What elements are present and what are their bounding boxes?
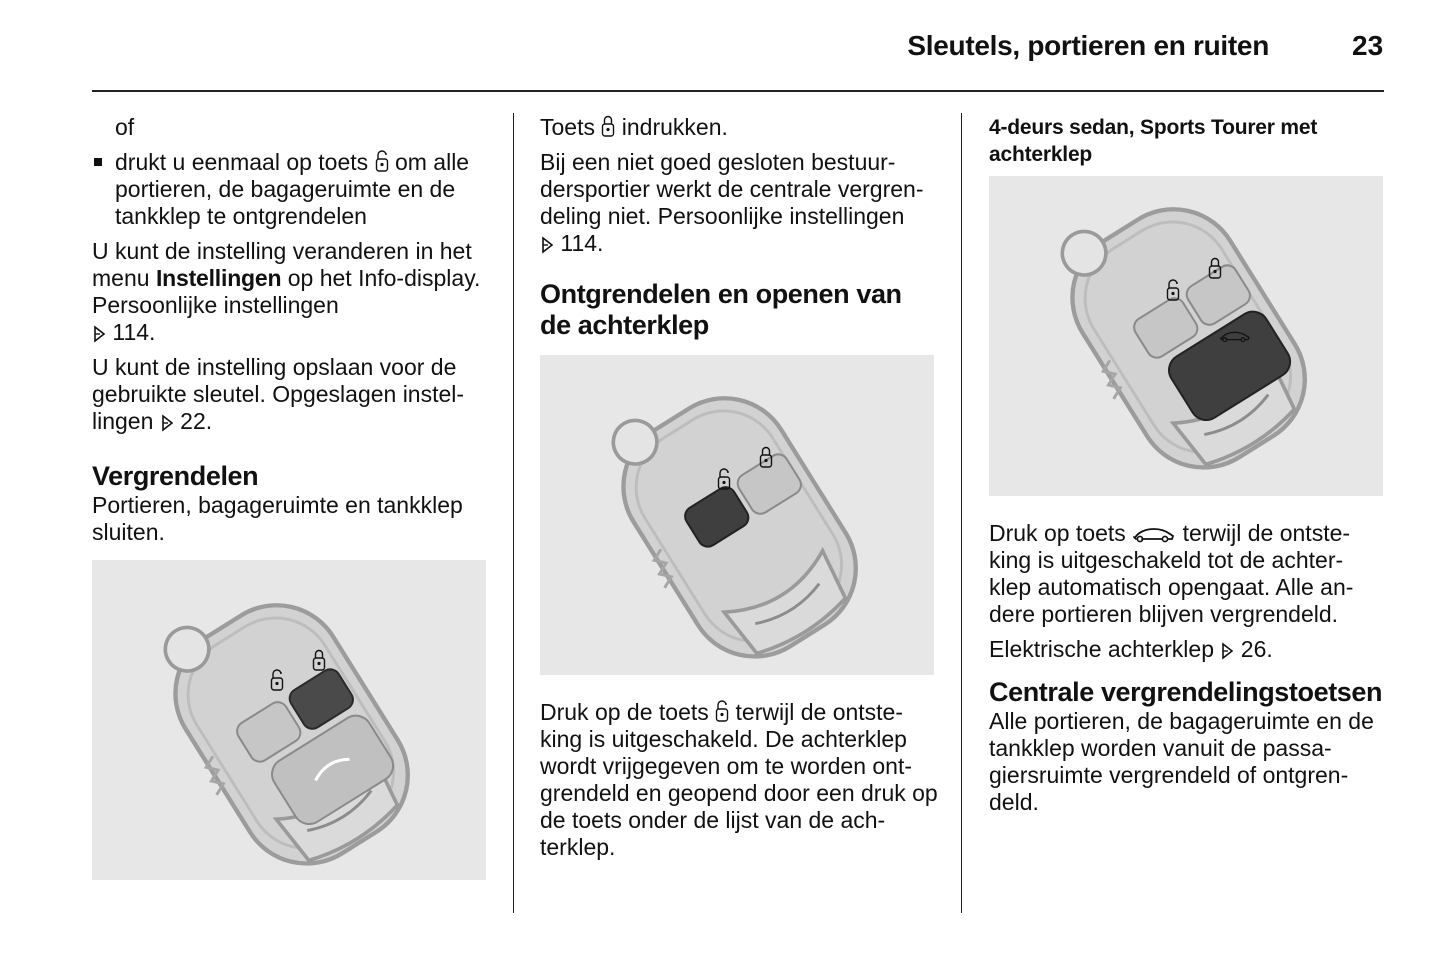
settings-paragraph: [92, 238, 492, 346]
driver-door-paragraph: [540, 149, 938, 257]
heading-centrale-vergrendelingstoetsen: Centrale vergrendelingstoetsen: [989, 677, 1383, 707]
save-setting-text: U kunt de instelling opslaan voor de gebruikte sleutel. Opgeslagen instel-lingen: [92, 354, 465, 434]
page-reference-icon: [1220, 642, 1234, 660]
column-divider-2: [961, 113, 962, 913]
subheading-sedan-sports-tourer: 4-deurs sedan, Sports Tourer met achterklep: [989, 116, 1318, 166]
column-divider-1: [513, 113, 514, 913]
driver-door-text: Bij een niet goed gesloten bestuur-dersportier werkt de centrale vergren-deling niet. Persoonlijke instellingen: [540, 149, 924, 229]
electric-trunk-paragraph: [989, 636, 1385, 663]
bullet-square: [94, 158, 102, 166]
key-fob-illustration-trunk: [989, 176, 1383, 496]
trunk-unlock-paragraph: [540, 699, 938, 861]
lock-icon: [601, 114, 615, 138]
page-reference[interactable]: 26.: [1240, 636, 1273, 662]
press-text: Toets: [540, 114, 595, 140]
press-button-paragraph: [540, 114, 938, 141]
electric-trunk-text: Elektrische achterklep: [989, 636, 1214, 662]
page-reference-icon: [160, 414, 174, 432]
save-setting-paragraph: [92, 354, 492, 435]
bullet-item: [92, 149, 492, 230]
or-text: of: [115, 114, 135, 140]
lock-description: Portieren, bagageruimte en tankklep sluiten.: [92, 492, 463, 545]
page-reference-icon: [92, 325, 106, 343]
unlock-icon: [715, 699, 729, 723]
column-2: [540, 114, 938, 869]
page-reference[interactable]: 22.: [180, 408, 213, 434]
page-reference[interactable]: 114.: [560, 230, 604, 256]
press-text-after: indrukken.: [621, 114, 728, 140]
menu-name-settings: Instellingen: [155, 265, 282, 291]
page-reference[interactable]: 114.: [112, 319, 156, 345]
bullet-text-after: om alle portieren, de bagageruimte en de tankklep te ontgrendelen: [115, 149, 470, 229]
central-lock-description: Alle portieren, de bagageruimte en de tankklep worden vanuit de passa-giersruimte vergrendeld of ontgren-deld.: [989, 708, 1374, 815]
column-1: [92, 114, 492, 880]
settings-text: U kunt de instelling veranderen in het menu: [92, 238, 472, 291]
heading-vergrendelen: Vergrendelen: [92, 461, 259, 491]
trunk-open-paragraph: [989, 520, 1385, 628]
trunk-car-icon: [1132, 524, 1176, 544]
trunk-unlock-text-after: terwijl de ontste-king is uitgeschakeld. De achterklep wordt vrijgegeven om te worden ont-grendeld en geopend door een druk op de toets onder de lijst van de ach-terklep.: [540, 699, 938, 860]
key-fob-illustration-unlock: [540, 355, 934, 675]
heading-ontgrendelen-achterklep: Ontgrendelen en openen van de achterklep: [540, 279, 902, 340]
page-reference-icon: [540, 236, 554, 254]
trunk-unlock-text: Druk op de toets: [540, 699, 709, 725]
unlock-icon: [375, 149, 389, 173]
settings-text-after: op het Info-display. Persoonlijke instellingen: [92, 265, 481, 318]
key-fob-illustration-lock: [92, 560, 486, 880]
trunk-open-text-after: terwijl de ontste-king is uitgeschakeld tot de achter-klep automatisch opengaat. Alle an-dere portieren blijven vergrendeld.: [989, 520, 1354, 627]
page-number: 23: [1352, 30, 1384, 61]
page-header-title: Sleutels, portieren en ruiten: [907, 30, 1269, 61]
column-3: [989, 114, 1385, 824]
bullet-text-before: drukt u eenmaal op toets: [115, 149, 369, 175]
trunk-open-text: Druk op toets: [989, 520, 1126, 546]
header-rule: [92, 90, 1384, 92]
